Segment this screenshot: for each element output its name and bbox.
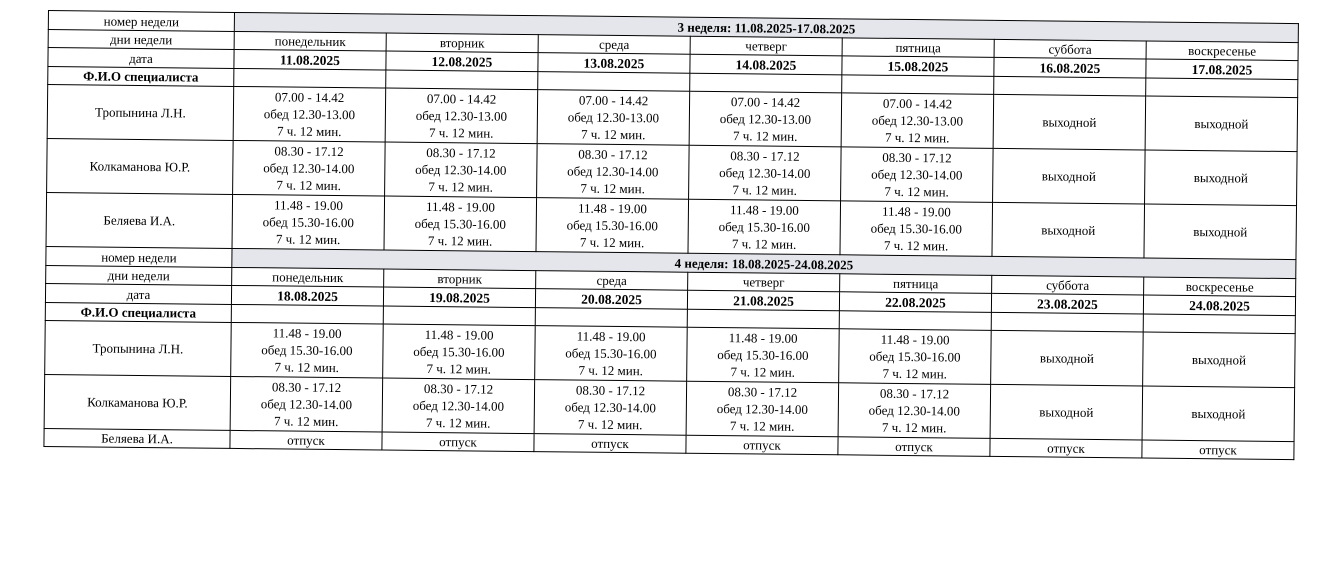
lunch-break: обед 12.30-14.00 <box>564 399 657 416</box>
empty-cell <box>386 70 538 90</box>
shift-time: 07.00 - 14.42 <box>274 89 345 106</box>
day-off-cell: выходной <box>990 384 1143 440</box>
date-cell: 14.08.2025 <box>690 54 842 75</box>
lunch-break: обед 12.30-14.00 <box>716 401 809 417</box>
vacation-cell: отпуск <box>838 437 990 457</box>
work-duration: 7 ч. 12 мин. <box>273 413 339 430</box>
work-duration: 7 ч. 12 мин. <box>274 359 340 376</box>
vacation-cell: отпуск <box>382 432 534 452</box>
lunch-break: обед 15.30-16.00 <box>870 220 962 237</box>
shift-time: 11.48 - 19.00 <box>576 328 646 345</box>
specialist-label: Ф.И.О специалиста <box>45 302 231 322</box>
lunch-break: обед 15.30-16.00 <box>261 342 353 359</box>
day-name: среда <box>536 271 688 291</box>
shift-cell <box>385 142 538 198</box>
work-duration: 7 ч. 12 мин. <box>730 364 796 380</box>
shift-time: 07.00 - 14.42 <box>578 92 649 109</box>
day-name: воскресенье <box>1146 41 1298 61</box>
shift-cell <box>840 201 993 257</box>
empty-cell <box>538 72 690 92</box>
shift-cell <box>232 194 385 250</box>
shift-time: 07.00 - 14.42 <box>426 90 497 107</box>
work-duration: 7 ч. 12 мин. <box>882 365 948 382</box>
empty-cell <box>842 75 994 95</box>
lunch-break: обед 15.30-16.00 <box>262 214 354 231</box>
lunch-break: обед 15.30-16.00 <box>717 347 809 363</box>
shift-time: 11.48 - 19.00 <box>273 197 343 214</box>
day-off-cell: выходной <box>993 148 1146 204</box>
shift-time: 11.48 - 19.00 <box>729 202 799 218</box>
shift-cell <box>233 86 386 142</box>
day-off-cell: выходной <box>1144 204 1297 260</box>
work-duration: 7 ч. 12 мин. <box>732 182 797 198</box>
shift-cell <box>384 196 537 252</box>
lunch-break: обед 15.30-16.00 <box>869 348 961 365</box>
work-duration: 7 ч. 12 мин. <box>729 418 795 434</box>
shift-time: 07.00 - 14.42 <box>882 95 953 112</box>
lunch-break: обед 12.30-13.00 <box>263 106 356 123</box>
week-number-label: номер недели <box>48 11 234 32</box>
lunch-break: обед 15.30-16.00 <box>566 217 658 234</box>
empty-cell <box>231 304 383 324</box>
shift-cell <box>838 383 991 439</box>
day-name: пятница <box>842 38 994 58</box>
day-name: понедельник <box>234 31 386 51</box>
empty-cell <box>687 309 839 329</box>
specialist-label: Ф.И.О специалиста <box>48 67 234 87</box>
work-duration: 7 ч. 12 мин. <box>881 419 947 436</box>
empty-cell <box>1146 78 1298 98</box>
date-cell: 20.08.2025 <box>535 289 687 310</box>
lunch-break: обед 12.30-14.00 <box>567 163 659 180</box>
day-name: пятница <box>840 274 992 294</box>
schedule-table <box>43 10 1299 460</box>
shift-time: 11.48 - 19.00 <box>880 331 950 348</box>
shift-cell <box>839 329 992 385</box>
date-cell: 19.08.2025 <box>383 287 535 308</box>
shift-time: 11.48 - 19.00 <box>577 200 647 217</box>
schedule-body <box>44 11 1299 460</box>
shift-cell <box>383 324 536 380</box>
vacation-cell: отпуск <box>230 430 382 450</box>
lunch-break: обед 12.30-14.00 <box>260 396 353 413</box>
day-name: суббота <box>994 39 1146 59</box>
shift-cell <box>233 140 386 196</box>
shift-cell <box>534 380 687 436</box>
day-name: воскресенье <box>1144 277 1296 297</box>
empty-cell <box>1143 314 1295 334</box>
empty-cell <box>383 306 535 326</box>
schedule-sheet <box>43 10 1299 460</box>
date-cell: 12.08.2025 <box>386 51 538 72</box>
lunch-break: обед 12.30-13.00 <box>719 111 812 127</box>
date-cell: 15.08.2025 <box>842 56 994 77</box>
work-duration: 7 ч. 12 мин. <box>580 126 646 143</box>
date-label: дата <box>45 283 231 304</box>
lunch-break: обед 12.30-14.00 <box>868 402 961 419</box>
shift-cell <box>385 88 538 144</box>
empty-cell <box>535 308 687 328</box>
work-duration: 7 ч. 12 мин. <box>578 362 644 379</box>
shift-cell <box>841 93 994 149</box>
employee-name: Беляева И.А. <box>46 192 233 248</box>
lunch-break: обед 12.30-14.00 <box>719 165 811 181</box>
work-duration: 7 ч. 12 мин. <box>577 416 643 433</box>
shift-time: 08.30 - 17.12 <box>882 149 952 166</box>
empty-cell <box>690 73 842 93</box>
date-label: дата <box>48 48 234 69</box>
work-duration: 7 ч. 12 мин. <box>425 414 491 431</box>
date-cell: 11.08.2025 <box>234 49 386 70</box>
employee-name: Колкаманова Ю.Р. <box>47 138 234 194</box>
day-off-cell: выходной <box>1145 150 1298 206</box>
day-name: четверг <box>690 36 842 56</box>
week-title: 4 неделя: 18.08.2025-24.08.2025 <box>232 248 1296 278</box>
lunch-break: обед 12.30-14.00 <box>871 166 963 183</box>
work-duration: 7 ч. 12 мин. <box>428 124 494 141</box>
shift-time: 11.48 - 19.00 <box>728 330 798 346</box>
day-off-cell: выходной <box>1145 96 1298 152</box>
week-title: 3 неделя: 11.08.2025-17.08.2025 <box>234 12 1298 42</box>
date-cell: 16.08.2025 <box>994 57 1146 78</box>
day-name: вторник <box>384 269 536 289</box>
shift-time: 11.48 - 19.00 <box>424 326 494 343</box>
lunch-break: обед 15.30-16.00 <box>413 343 505 360</box>
empty-cell <box>839 311 991 331</box>
employee-name: Колкаманова Ю.Р. <box>44 374 231 430</box>
day-name: понедельник <box>232 267 384 287</box>
vacation-cell: отпуск <box>990 438 1142 458</box>
shift-cell <box>537 90 690 146</box>
shift-cell <box>536 198 689 254</box>
lunch-break: обед 15.30-16.00 <box>414 215 506 232</box>
vacation-cell: отпуск <box>534 434 686 454</box>
date-cell: 17.08.2025 <box>1146 59 1298 80</box>
shift-cell <box>231 322 384 378</box>
shift-time: 08.30 - 17.12 <box>274 143 344 160</box>
date-cell: 21.08.2025 <box>687 290 839 311</box>
work-duration: 7 ч. 12 мин. <box>731 236 797 252</box>
date-cell: 13.08.2025 <box>538 53 690 74</box>
day-off-cell: выходной <box>993 94 1146 150</box>
date-cell: 23.08.2025 <box>991 293 1143 314</box>
shift-cell <box>688 199 841 255</box>
date-cell: 24.08.2025 <box>1143 295 1295 316</box>
shift-cell <box>841 147 994 203</box>
shift-time: 11.48 - 19.00 <box>881 203 951 220</box>
shift-time: 08.30 - 17.12 <box>879 385 950 402</box>
work-duration: 7 ч. 12 мин. <box>884 129 950 146</box>
lunch-break: обед 12.30-13.00 <box>415 107 508 124</box>
work-duration: 7 ч. 12 мин. <box>732 128 798 144</box>
date-cell: 22.08.2025 <box>839 292 991 313</box>
shift-time: 08.30 - 17.12 <box>271 379 342 396</box>
day-off-cell: выходной <box>992 202 1145 258</box>
shift-time: 08.30 - 17.12 <box>426 144 496 161</box>
employee-name: Беляева И.А. <box>44 428 230 448</box>
shift-time: 08.30 - 17.12 <box>423 380 494 397</box>
employee-name: Тропынина Л.Н. <box>45 320 232 376</box>
work-duration: 7 ч. 12 мин. <box>428 178 493 195</box>
work-duration: 7 ч. 12 мин. <box>427 232 493 249</box>
lunch-break: обед 12.30-14.00 <box>263 160 355 177</box>
lunch-break: обед 12.30-14.00 <box>415 161 507 178</box>
employee-name: Тропынина Л.Н. <box>47 85 234 141</box>
shift-time: 11.48 - 19.00 <box>425 198 495 215</box>
lunch-break: обед 12.30-13.00 <box>871 112 964 129</box>
day-off-cell: выходной <box>1143 332 1296 388</box>
work-duration: 7 ч. 12 мин. <box>276 177 341 194</box>
shift-cell <box>535 326 688 382</box>
shift-cell <box>689 145 842 201</box>
lunch-break: обед 12.30-13.00 <box>567 109 660 126</box>
vacation-cell: отпуск <box>1142 440 1294 460</box>
work-duration: 7 ч. 12 мин. <box>275 231 341 248</box>
week-days-label: дни недели <box>46 265 232 285</box>
work-duration: 7 ч. 12 мин. <box>884 183 949 200</box>
day-name: вторник <box>386 33 538 53</box>
empty-cell <box>234 68 386 88</box>
shift-cell <box>230 376 383 432</box>
shift-time: 11.48 - 19.00 <box>272 325 342 342</box>
shift-time: 08.30 - 17.12 <box>575 382 646 399</box>
lunch-break: обед 12.30-14.00 <box>412 397 505 414</box>
week-number-label: номер недели <box>46 246 232 267</box>
shift-cell <box>686 381 839 437</box>
day-off-cell: выходной <box>991 330 1144 386</box>
day-off-cell: выходной <box>1142 386 1295 442</box>
day-name: среда <box>538 35 690 55</box>
lunch-break: обед 15.30-16.00 <box>718 219 810 235</box>
day-name: суббота <box>992 275 1144 295</box>
work-duration: 7 ч. 12 мин. <box>276 123 342 140</box>
shift-cell <box>382 378 535 434</box>
work-duration: 7 ч. 12 мин. <box>883 237 949 254</box>
work-duration: 7 ч. 12 мин. <box>426 360 492 377</box>
shift-time: 08.30 - 17.12 <box>578 146 648 163</box>
empty-cell <box>994 76 1146 96</box>
empty-cell <box>991 312 1143 332</box>
shift-time: 08.30 - 17.12 <box>730 148 800 164</box>
work-duration: 7 ч. 12 мин. <box>580 180 645 197</box>
day-name: четверг <box>688 272 840 292</box>
shift-time: 07.00 - 14.42 <box>730 94 801 110</box>
lunch-break: обед 15.30-16.00 <box>565 345 657 362</box>
shift-time: 08.30 - 17.12 <box>727 384 798 400</box>
shift-cell <box>687 327 840 383</box>
shift-cell <box>689 91 842 147</box>
vacation-cell: отпуск <box>686 435 838 455</box>
date-cell: 18.08.2025 <box>231 285 383 306</box>
shift-cell <box>537 144 690 200</box>
week-days-label: дни недели <box>48 30 234 50</box>
work-duration: 7 ч. 12 мин. <box>579 234 645 251</box>
